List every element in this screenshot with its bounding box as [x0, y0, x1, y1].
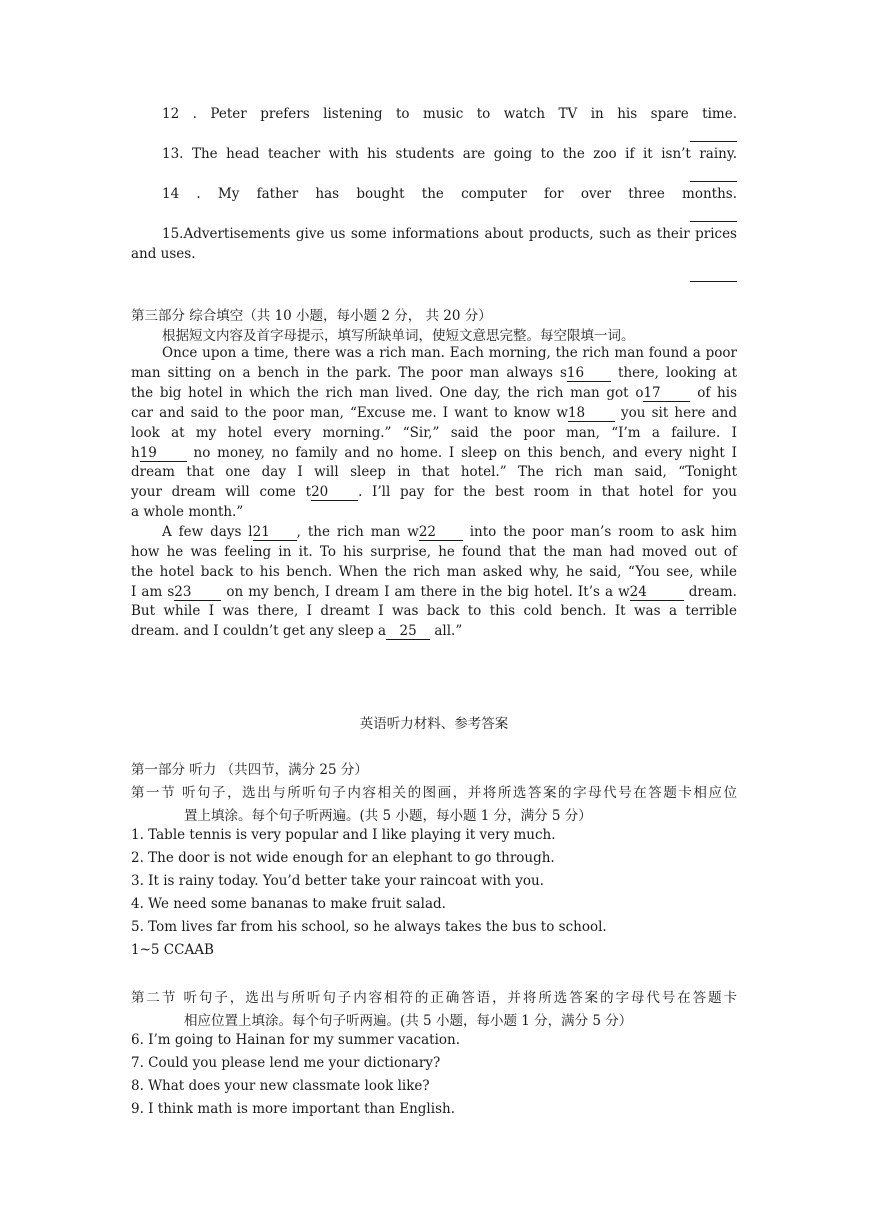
passage-line: dream. and I couldn’t get any sleep a 25 all.”: [131, 623, 463, 639]
passage-line: a whole month.”: [131, 504, 244, 520]
correction-item-13: 13. The head teacher with his students are going to the zoo if it isn’t rainy.: [162, 146, 737, 162]
answer-key-1-5: 1~5 CCAAB: [131, 942, 214, 958]
correction-item-15-line-1: 15.Advertisements give us some informations about products, such as their prices: [162, 226, 737, 242]
listening-item: 6. I’m going to Hainan for my summer vacation.: [131, 1032, 461, 1048]
blank-16: 16: [567, 366, 611, 382]
listening-item: 4. We need some bananas to make fruit salad.: [131, 896, 446, 912]
section2-heading-cont: 相应位置上填涂。每个句子听两遍。(共 5 小题，每小题 1 分，满分 5 分）: [184, 1013, 633, 1029]
passage-line: look at my hotel every morning.” “Sir,” said the poor man, “I’m a failure. I: [131, 425, 737, 441]
correction-item-12: 12 . Peter prefers listening to music to watch TV in his spare time.: [162, 106, 737, 122]
answer-line-14: [690, 221, 737, 222]
blank-19: 19: [140, 446, 187, 462]
passage-line: the hotel back to his bench. When the rich man asked why, he said, “You see, while: [131, 564, 737, 580]
passage-line: Once upon a time, there was a rich man. Each morning, the rich man found a poor: [162, 345, 737, 361]
listening-item: 2. The door is not wide enough for an elephant to go through.: [131, 850, 555, 866]
passage-line: dream that one day I will sleep in that hotel.” The rich man said, “Tonight: [131, 464, 737, 480]
passage-line: how he was feeling in it. To his surprise, he found that the man had moved out of: [131, 544, 737, 560]
section1-heading-cont: 置上填涂。每个句子听两遍。(共 5 小题，每小题 1 分，满分 5 分）: [184, 808, 592, 824]
listening-item: 1. Table tennis is very popular and I like playing it very much.: [131, 827, 556, 843]
section2-heading: 第二节 听句子，选出与所听句子内容相符的正确答语，并将所选答案的字母代号在答题卡: [131, 990, 737, 1006]
blank-25: 25: [386, 624, 430, 640]
blank-24: 24: [630, 585, 684, 601]
passage-line: h19 no money, no family and no home. I sleep on this bench, and every night I: [131, 445, 737, 461]
blank-17: 17: [643, 386, 690, 402]
passage-line: car and said to the poor man, “Excuse me. I want to know w18 you sit here and: [131, 405, 738, 421]
part3-heading: 第三部分 综合填空（共 10 小题，每小题 2 分， 共 20 分）: [131, 308, 492, 324]
listening-item: 7. Could you please lend me your dictionary?: [131, 1055, 441, 1071]
blank-22: 22: [419, 525, 463, 541]
passage-line: But while I was there, I dreamt I was back to this cold bench. It was a terrible: [131, 603, 737, 619]
blank-23: 23: [174, 585, 221, 601]
answer-line-13: [690, 181, 737, 182]
correction-item-14: 14 . My father has bought the computer for over three months.: [162, 186, 737, 202]
listening-item: 5. Tom lives far from his school, so he always takes the bus to school.: [131, 919, 607, 935]
passage-line: A few days l21 , the rich man w22 into the poor man’s room to ask him: [162, 524, 737, 540]
passage-line: the big hotel in which the rich man lived. One day, the rich man got o17 of his: [131, 385, 737, 401]
blank-21: 21: [253, 525, 297, 541]
answers-title: 英语听力材料、参考答案: [359, 716, 509, 732]
answer-line-12: [690, 141, 737, 142]
passage-line: man sitting on a bench in the park. The poor man always s16 there, looking at: [131, 365, 737, 381]
listening-item: 8. What does your new classmate look like?: [131, 1078, 430, 1094]
passage-line: I am s23 on my bench, I dream I am there in the big hotel. It’s a w24 dream.: [131, 584, 737, 600]
correction-item-15-line-2: and uses.: [131, 246, 196, 262]
blank-18: 18: [568, 406, 615, 422]
blank-20: 20: [311, 485, 358, 501]
section1-heading: 第一节 听句子，选出与所听句子内容相关的图画，并将所选答案的字母代号在答题卡相应位: [131, 785, 737, 801]
listening-item: 3. It is rainy today. You’d better take your raincoat with you.: [131, 873, 544, 889]
listening-part-heading: 第一部分 听力 （共四节，满分 25 分）: [131, 762, 368, 778]
answer-line-15: [690, 281, 737, 282]
passage-line: your dream will come t20 . I’ll pay for the best room in that hotel for you: [131, 484, 737, 500]
part3-instruction: 根据短文内容及首字母提示，填写所缺单词，使短文意思完整。每空限填一词。: [162, 328, 635, 344]
listening-item: 9. I think math is more important than English.: [131, 1101, 455, 1117]
